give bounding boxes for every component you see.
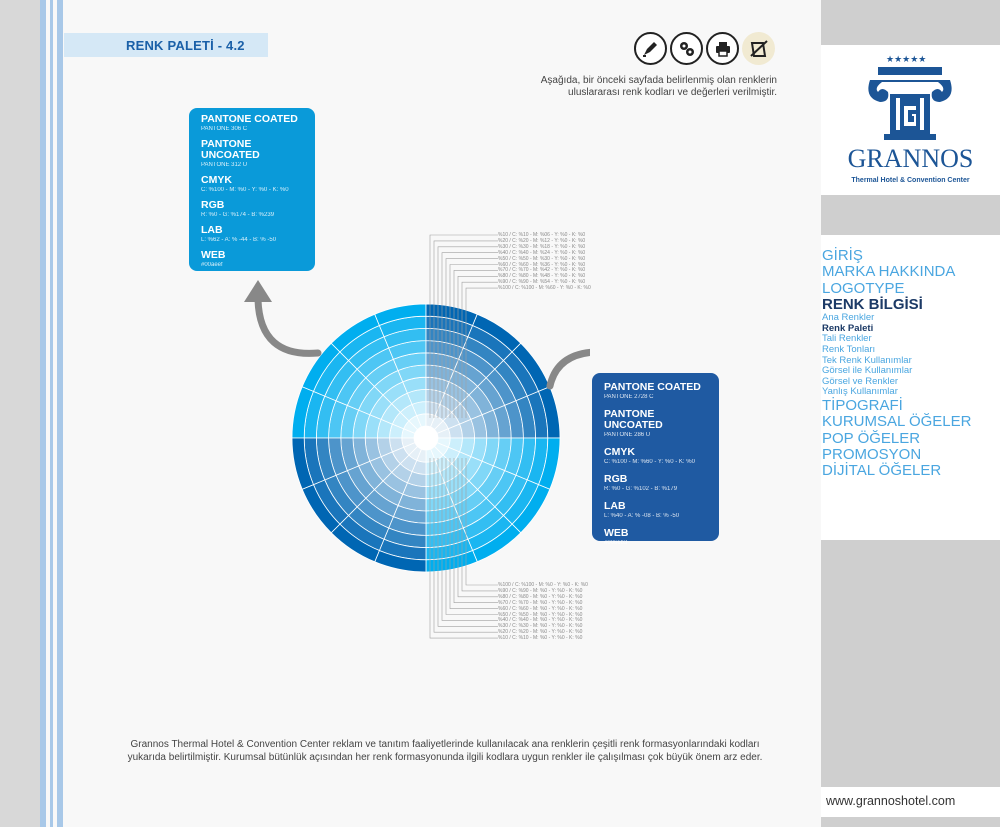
sidebar-nav: [822, 248, 971, 479]
logo-name: GRANNOS: [847, 144, 974, 173]
lab-title: LAB: [201, 224, 223, 236]
tint-label: %20 / C: %20 - M: %0 - Y: %0 - K: %0: [498, 629, 583, 636]
tint-label: %30 / C: %30 - M: %18 - Y: %0 - K: %0: [498, 243, 586, 250]
tint-label: %50 / C: %50 - M: %30 - Y: %0 - K: %0: [498, 255, 586, 262]
tint-label: %40 / C: %40 - M: %0 - Y: %0 - K: %0: [498, 617, 583, 624]
web-value: #00aeef: [201, 262, 223, 268]
page-title: RENK PALETİ - 4.2: [126, 38, 245, 53]
nav-subitem-tali-renkler[interactable]: Tali Renkler: [822, 333, 872, 345]
tint-label: %100 / C: %100 - M: %0 - Y: %0 - K: %0: [498, 582, 588, 588]
nav-item-tipografi[interactable]: TİPOGRAFİ: [822, 396, 903, 414]
nav-subitem-yanlis-kullanimlar[interactable]: Yanlış Kullanımlar: [822, 386, 898, 398]
nav-subitem-renk-tonlari[interactable]: Renk Tonları: [822, 343, 876, 355]
nav-item-dijital-ogeler[interactable]: DİJİTAL ÖĞELER: [822, 462, 942, 480]
recycle-icon[interactable]: [742, 32, 775, 65]
nav-item-kurumsal-ogeler[interactable]: KURUMSAL ÖĞELER: [822, 413, 972, 431]
web-title: WEB: [604, 527, 629, 539]
left-gutter: [0, 0, 40, 827]
pantone-uncoated-value: PANTONE 286 U: [604, 432, 651, 438]
tint-label: %80 / C: %80 - M: %0 - Y: %0 - K: %0: [498, 593, 583, 600]
rgb-value: R: %0 - G: %102 - B: %179: [604, 486, 678, 492]
dark-blue-color-card: [592, 373, 719, 546]
nav-subitem-gorsel-ve-renkler[interactable]: Görsel ve Renkler: [822, 375, 899, 387]
gutter-stripe: [50, 0, 53, 827]
tint-label: %10 / C: %10 - M: %06 - Y: %0 - K: %0: [498, 232, 586, 238]
footer-description: Grannos Thermal Hotel & Convention Center reklam ve tanıtım faaliyetlerinde kullanılacak ana renklerin çeşitli renk formasyonlarındaki kodları yukarıda belirtilmiştir. Kurumsal bütünlük açısından her renk formasyonunda ilgili kodlara uygun renkler ile çalışılması çok büyük önem arz eder.: [127, 739, 763, 763]
nav-subitem-tek-renk[interactable]: Tek Renk Kullanımlar: [822, 354, 912, 366]
top-tint-labels: [498, 233, 591, 292]
cmyk-value: C: %100 - M: %60 - Y: %0 - K: %0: [604, 459, 695, 465]
wheel-center: [414, 426, 438, 450]
nav-subitem-renk-paleti[interactable]: Renk Paleti: [822, 322, 874, 334]
grannos-logo-icon: [860, 50, 960, 145]
web-title: WEB: [201, 249, 226, 261]
curved-arrow: [258, 300, 318, 353]
tint-label: %30 / C: %30 - M: %0 - Y: %0 - K: %0: [498, 623, 583, 630]
cmyk-title: CMYK: [201, 174, 232, 186]
tint-label: %70 / C: %70 - M: %0 - Y: %0 - K: %0: [498, 599, 583, 606]
pantone-coated-title: PANTONE COATED: [604, 381, 701, 393]
gutter-stripe: [40, 0, 46, 827]
rgb-title: RGB: [201, 199, 225, 211]
pantone-uncoated-title: PANTONE UNCOATED: [201, 138, 260, 161]
tint-label: %70 / C: %70 - M: %42 - Y: %0 - K: %0: [498, 267, 586, 274]
nav-item-logotype[interactable]: LOGOTYPE: [822, 279, 905, 297]
tint-label: %40 / C: %40 - M: %24 - Y: %0 - K: %0: [498, 249, 586, 256]
tint-label: %10 / C: %10 - M: %0 - Y: %0 - K: %0: [498, 635, 583, 642]
svg-text:★★★★★: ★★★★★: [886, 55, 927, 65]
tint-label: %20 / C: %20 - M: %12 - Y: %0 - K: %0: [498, 237, 586, 244]
nav-item-giris[interactable]: GİRİŞ: [822, 247, 863, 264]
web-value: #0066b3: [604, 540, 628, 546]
nav-item-renk-bilgisi[interactable]: RENK BİLGİSİ: [822, 295, 923, 313]
settings-icon[interactable]: [670, 32, 703, 65]
tint-label: %50 / C: %50 - M: %0 - Y: %0 - K: %0: [498, 611, 583, 618]
nav-item-pop-ogeler[interactable]: POP ÖĞELER: [822, 429, 921, 447]
pantone-uncoated-value: PANTONE 312 U: [201, 162, 248, 168]
lab-title: LAB: [604, 500, 626, 512]
lab-value: L: %40 - A: % -08 - B: % -50: [604, 513, 680, 519]
pantone-coated-value: PANTONE 306 C: [201, 126, 248, 132]
toolbar: [634, 32, 775, 65]
nav-item-promosyon[interactable]: PROMOSYON: [822, 445, 922, 463]
bottom-tint-labels: [498, 583, 588, 642]
cmyk-title: CMYK: [604, 446, 635, 458]
nav-subitem-ana-renkler[interactable]: Ana Renkler: [822, 312, 875, 324]
print-icon[interactable]: [706, 32, 739, 65]
tint-label: %60 / C: %60 - M: %36 - Y: %0 - K: %0: [498, 261, 586, 268]
tint-label: %90 / C: %90 - M: %0 - Y: %0 - K: %0: [498, 587, 583, 594]
rgb-title: RGB: [604, 473, 628, 485]
tint-label: %100 / C: %100 - M: %60 - Y: %0 - K: %0: [498, 285, 591, 292]
pantone-coated-value: PANTONE 2728 C: [604, 394, 654, 400]
website-link[interactable]: www.grannoshotel.com: [826, 794, 956, 808]
arrow-head: [244, 280, 272, 302]
rgb-value: R: %0 - G: %174 - B: %239: [201, 212, 275, 218]
tint-label: %80 / C: %80 - M: %48 - Y: %0 - K: %0: [498, 273, 586, 280]
gutter-stripe: [57, 0, 63, 827]
curved-arrow: [550, 352, 590, 386]
edit-pencil-icon[interactable]: [634, 32, 667, 65]
tint-label: %60 / C: %60 - M: %0 - Y: %0 - K: %0: [498, 605, 583, 612]
nav-item-marka-hakkinda[interactable]: MARKA HAKKINDA: [822, 263, 956, 281]
intro-text: Aşağıda, bir önceki sayfada belirlenmiş olan renklerin uluslararası renk kodları ve değerleri verilmiştir.: [540, 75, 777, 98]
cmyk-value: C: %100 - M: %0 - Y: %0 - K: %0: [201, 187, 289, 193]
pantone-coated-title: PANTONE COATED: [201, 113, 298, 125]
tint-label: %90 / C: %90 - M: %54 - Y: %0 - K: %0: [498, 279, 586, 286]
pantone-uncoated-title: PANTONE UNCOATED: [604, 408, 663, 431]
nav-subitem-gorsel-ile[interactable]: Görsel ile Kullanımlar: [822, 365, 913, 377]
lab-value: L: %62 - A: % -44 - B: % -50: [201, 237, 277, 243]
logo-subtitle: Thermal Hotel & Convention Center: [851, 177, 970, 184]
